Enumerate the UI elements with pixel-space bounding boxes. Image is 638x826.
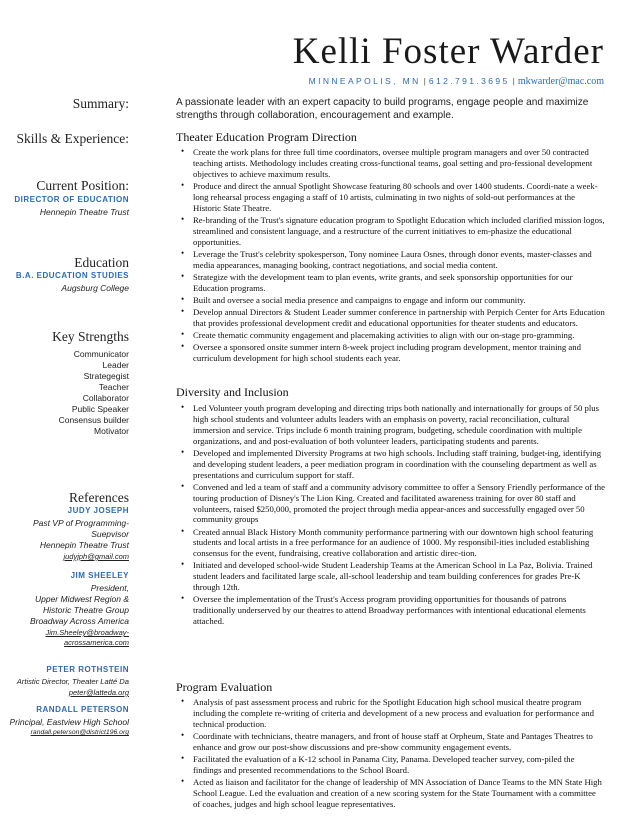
summary-text: A passionate leader with an expert capacity to build programs, engage people and maximize strengths through collaboration, encouragement and example. <box>176 97 589 121</box>
list-item: • Initiated and developed school-wide Student Leadership Teams at the American School in La Paz, Bolivia. Trained student leaders and facilitated large scale, all-school leadership and team building conferences for grades Pre-K through 12th. <box>193 560 605 593</box>
list-item: • Facilitated the evaluation of a K-12 school in Panama City, Panama. Developed teacher survey, com-piled the findings and presented recommendations to the School Board. <box>193 754 605 776</box>
reference-email-link[interactable]: randall.peterson@district196.org <box>30 729 129 736</box>
reference-email-link[interactable]: peter@latteda.org <box>68 688 129 697</box>
current-position-title: DIRECTOR OF EDUCATION <box>14 195 129 204</box>
reference-detail: Artistic Director, Theater Latté Da <box>16 677 129 686</box>
list-item: • Re-branding of the Trust's signature education program to Spotlight Education which included clarified mission logos, streamlined and consistent language, and a restructure of the current initiatives to em-phasize the educational opportunities. <box>193 215 605 248</box>
education-school: Augsburg College <box>61 283 129 293</box>
list-item: • Acted as liaison and facilitator for the change of leadership of MN Association of Dance Teams to the MN State High School League. Led the evaluation and creation of a new scoring system for the State Tournament with a committee of coaches, judges and high school league representatives. <box>193 777 605 810</box>
reference-detail: Historic Theatre Group <box>43 605 129 615</box>
list-item: • Convened and led a team of staff and a community advisory committee to offer a Sensory Friendly performance of the touring production of Disney's The Lion King. Created and facilitated awareness training for over 80 staff and volunteers, raised $250,000, promoted the project through media appear-ances and successfully engaged over 50 community groups <box>193 482 605 526</box>
current-position-org: Hennepin Theatre Trust <box>39 207 129 217</box>
contact-email[interactable]: mkwarder@mac.com <box>517 76 604 87</box>
reference-detail: Broadway Across America <box>29 616 129 626</box>
strength-item: Motivator <box>94 426 129 436</box>
reference-name: RANDALL PETERSON <box>36 705 129 714</box>
reference-detail: Past VP of Programming- <box>32 518 129 528</box>
list-item: • Analysis of past assessment process and rubric for the Spotlight Education high school musical theatre program including the complete re-writing of criteria and development of a new process and evaluation for performance and technical production. <box>193 697 605 730</box>
reference-detail: Upper Midwest Region & <box>34 594 129 604</box>
reference-email-link[interactable]: acrossamerica.com <box>63 638 129 647</box>
contact-line <box>309 76 604 87</box>
reference-name: JUDY JOSEPH <box>67 506 129 515</box>
reference-email-link[interactable]: Jim.Sheeley@broadway- <box>45 628 129 637</box>
reference-detail: Hennepin Theatre Trust <box>39 540 129 550</box>
reference-detail: Suepvisor <box>91 529 129 539</box>
list-item: • Built and oversee a social media presence and campaigns to engage and inform our community. <box>193 295 605 306</box>
section-title: Theater Education Program Direction <box>176 130 357 144</box>
references-heading: References <box>69 490 129 505</box>
strengths-heading: Key Strengths <box>52 329 129 344</box>
list-item: • Developed and implemented Diversity Programs at two high schools. Including staff training, budget-ing, identifying and developing student leaders, a peer mediation program in coordination with the counseling department as well as presentations and curriculum support for staff. <box>193 448 605 481</box>
strength-item: Strategegist <box>83 371 129 381</box>
reference-name: JIM SHEELEY <box>70 571 129 580</box>
list-item: • Strategize with the development team to plan events, write grants, and seek sponsorship opportunities for our Education programs. <box>193 272 605 294</box>
list-item: • Produce and direct the annual Spotlight Showcase featuring 80 schools and over 1400 students. Coordi-nate a week-long rehearsal process engaging a staff of 10 artists, culminating in two nights of sold-out performances at the Historic State Theatre. <box>193 181 605 214</box>
strength-item: Public Speaker <box>71 404 129 414</box>
education-degree: B.A. EDUCATION STUDIES <box>15 271 129 280</box>
contact-city: MINNEAPOLIS, MN <box>308 76 421 86</box>
bullet-list <box>193 697 605 811</box>
skills-heading: Skills & Experience: <box>16 131 129 146</box>
list-item: • Created annual Black History Month community performance partnering with our downtown high school featuring students and local artists in a free performance for an audience of 1000. My responsibil-ities included establishing consensus for the event, fundraising, creative collaboration and artistic direc-tion. <box>193 527 605 560</box>
strength-item: Collaborator <box>82 393 129 403</box>
current-position-heading: Current Position: <box>36 178 129 193</box>
list-item: • Coordinate with technicians, theatre managers, and front of house staff at Orpheum, State and Pantages Theatres to enhance and grow our post-show discussions and pre-show community engagement events. <box>193 731 605 753</box>
list-item: • Oversee a sponsored onsite summer intern 8-week project including program development, mentor training and curriculum development for high school students each year. <box>193 342 605 364</box>
reference-detail: Principal, Eastview High School <box>9 717 129 727</box>
section-title: Program Evaluation <box>176 680 273 694</box>
contact-separator: | <box>423 76 426 86</box>
reference-name: PETER ROTHSTEIN <box>46 665 129 674</box>
strength-item: Teacher <box>98 382 129 392</box>
contact-phone: 612.791.3695 <box>428 76 510 86</box>
strength-item: Communicator <box>73 349 129 359</box>
list-item: • Led Volunteer youth program developing and directing trips both nationally and internationally for groups of 50 plus high school students and volunteer adults leaders with an emphasis on poverty, racial reconciliation, cultural immersion and service. Trips include 6 month training program, budgeting, schedule coordination with multiple organizations, and and post-evaluation of both volunteer leaders, participating students and parents. <box>193 403 605 447</box>
summary-heading: Summary: <box>72 96 129 111</box>
bullet-list <box>193 403 605 628</box>
list-item: • Create thematic community engagement and placemaking activities to align with our on-stage pro-gramming. <box>193 330 605 341</box>
contact-separator: | <box>512 76 515 86</box>
section-title: Diversity and Inclusion <box>176 385 289 399</box>
list-item: • Develop annual Directors & Student Leader summer conference in partnership with Perpich Center for Arts Education that provides professional development credit and educational opportunities for theater students and educators. <box>193 307 605 329</box>
education-heading: Education <box>74 255 129 270</box>
list-item: • Oversee the implementation of the Trust's Access program providing opportunities for thousands of patrons traditionally underserved by our theatres to attend Broadway performances with intentional educational elements attached. <box>193 594 605 627</box>
strength-item: Consensus builder <box>58 415 129 425</box>
list-item: • Leverage the Trust's celebrity spokesperson, Tony nominee Laura Osnes, through donor events, master-classes and media appearances, managing booking, contract negotiations, and social media content. <box>193 249 605 271</box>
bullet-list <box>193 147 605 365</box>
reference-email-link[interactable]: judyjph@gmail.com <box>63 552 129 561</box>
strength-item: Leader <box>102 360 129 370</box>
reference-detail: President, <box>90 583 129 593</box>
list-item: • Create the work plans for three full time coordinators, oversee multiple program managers and over 50 contracted teaching artists. Methodology includes creating cross-functional teams, goal setting and pro-fessional development objectives to achieve maximum results. <box>193 147 605 180</box>
resume-name: Kelli Foster Warder <box>292 31 604 72</box>
